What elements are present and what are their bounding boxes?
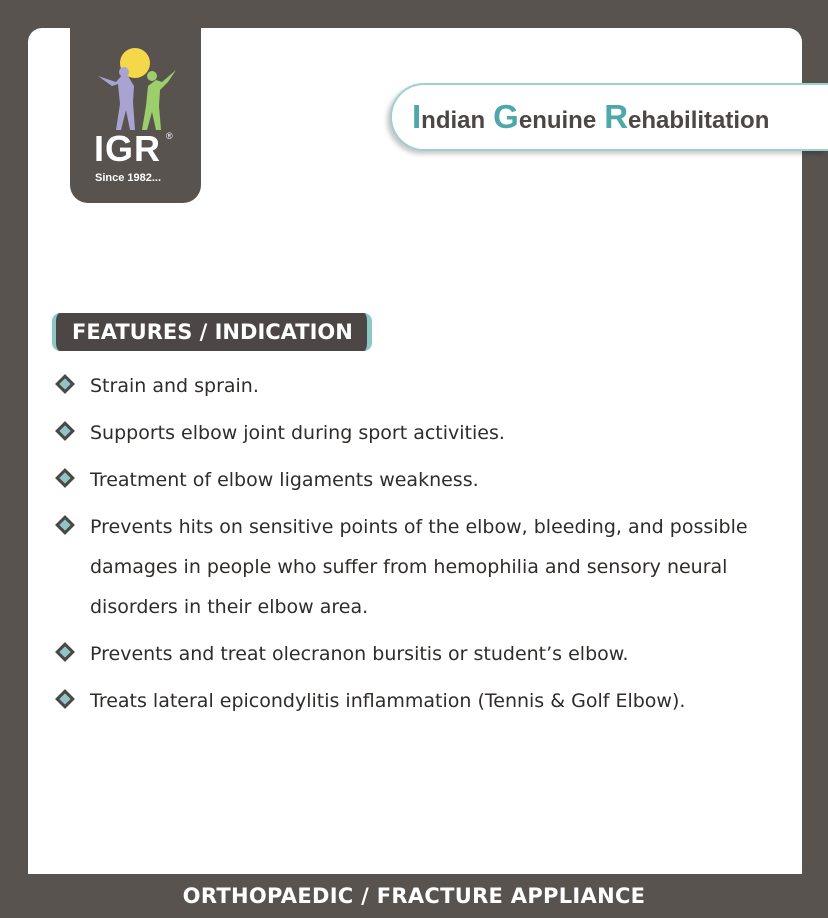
diamond-bullet-icon xyxy=(55,374,75,394)
brand-name-banner xyxy=(390,83,828,151)
brand-initial-i: I xyxy=(412,98,422,135)
igr-logo xyxy=(70,28,201,203)
diamond-bullet-icon xyxy=(55,468,75,488)
features-list xyxy=(56,366,796,728)
registered-mark: ® xyxy=(166,131,173,141)
diamond-bullet-icon xyxy=(55,421,75,441)
people-figures-icon xyxy=(90,46,182,134)
brand-word-indian xyxy=(412,98,485,136)
brand-rest-indian: ndian xyxy=(421,107,486,134)
feature-text: Prevents and treat olecranon bursitis or student’s elbow. xyxy=(90,643,629,665)
feature-item xyxy=(56,507,796,627)
features-section-title: FEATURES / INDICATION xyxy=(52,313,372,351)
feature-text: Prevents hits on sensitive points of the elbow, bleeding, and possible damages in people who suffer from hemophilia and sensory neural disorders in their elbow area. xyxy=(90,516,748,618)
feature-item xyxy=(56,634,796,674)
feature-text: Strain and sprain. xyxy=(90,375,259,397)
brand-word-genuine xyxy=(493,98,596,136)
brand-rest-genuine: enuine xyxy=(518,107,597,134)
brand-initial-r: R xyxy=(604,98,629,135)
diamond-bullet-icon xyxy=(55,515,75,535)
footer-category-label: ORTHOPAEDIC / FRACTURE APPLIANCE xyxy=(182,884,646,908)
feature-item xyxy=(56,681,796,721)
feature-item xyxy=(56,413,796,453)
feature-text: Treats lateral epicondylitis inflammation (Tennis & Golf Elbow). xyxy=(90,690,686,712)
diamond-bullet-icon xyxy=(55,689,75,709)
feature-text: Treatment of elbow ligaments weakness. xyxy=(90,469,479,491)
brand-initial-g: G xyxy=(493,98,519,135)
feature-item xyxy=(56,460,796,500)
logo-since-text: Since 1982... xyxy=(95,172,162,184)
feature-item xyxy=(56,366,796,406)
brand-rest-rehabilitation: ehabilitation xyxy=(628,107,770,134)
logo-text: IGR xyxy=(94,128,162,169)
diamond-bullet-icon xyxy=(55,642,75,662)
brand-word-rehabilitation xyxy=(604,98,769,136)
feature-text: Supports elbow joint during sport activities. xyxy=(90,422,505,444)
